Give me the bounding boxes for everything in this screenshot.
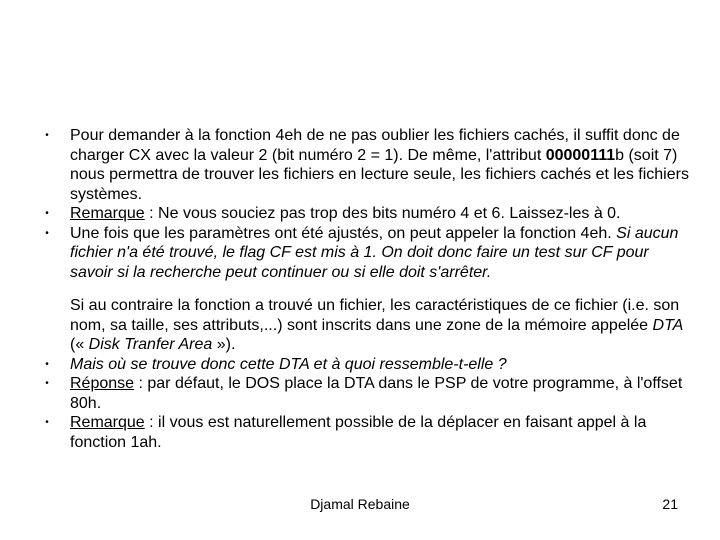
bullet-icon: • <box>45 208 49 219</box>
slide-body <box>40 126 690 452</box>
bullet-icon: • <box>45 227 49 239</box>
item-para-text: Si au contraire la fonction a trouvé un fichier, les caractéristiques de ce fichier (i.e. son nom, sa taille, ses attributs,...) sont inscrits dans une zone de la mémoire appelée <box>70 297 680 334</box>
list-item <box>40 224 690 355</box>
list-item <box>40 374 690 413</box>
item-italic-text: Si aucun fichier n'a été trouvé, le flag CF est mis à 1. On doit donc faire un test sur CF pour savoir si la recherche peut continuer ou si elle doit s'arrêter. <box>70 224 679 281</box>
item-text: Une fois que les paramètres ont été ajustés, on peut appeler la fonction 4eh. <box>70 224 612 242</box>
item-text: Pour demander à la fonction 4eh de ne pas oublier les fichiers cachés, il suffit donc de charger CX avec la valeur 2 (bit numéro 2 = 1). De même, l'attribut <box>70 127 680 164</box>
paragraph-gap <box>70 282 690 296</box>
bullet-icon: • <box>45 358 49 370</box>
footer-author: Djamal Rebaine <box>310 496 410 512</box>
page-number: 21 <box>662 496 678 512</box>
item-bold-value: 00000111 <box>545 146 616 164</box>
item-text: : Ne vous souciez pas trop des bits numéro 4 et 6. Laissez-les à 0. <box>144 205 621 222</box>
bullet-icon: • <box>45 130 49 141</box>
dta-term: DTA <box>652 316 684 334</box>
item-label: Remarque <box>70 414 145 431</box>
list-item <box>40 413 690 452</box>
item-text: : il vous est naturellement possible de la déplacer en faisant appel à la fonction 1ah. <box>70 414 647 451</box>
list-item <box>40 126 690 204</box>
item-label: Réponse <box>70 375 135 392</box>
list-item <box>40 355 690 375</box>
bullet-icon: • <box>45 378 49 389</box>
item-question: Mais où se trouve donc cette DTA et à quoi ressemble-t-elle ? <box>70 355 507 373</box>
item-text: : par défaut, le DOS place la DTA dans le PSP de votre programme, à l'offset 80h. <box>70 375 683 412</box>
dta-expansion: Disk Tranfer Area <box>88 336 213 353</box>
item-text-after: b (soit 7) nous permettra de trouver les fichiers en lecture seule, les fichiers cachés et les fichiers systèmes. <box>70 146 689 203</box>
list-item <box>40 204 690 224</box>
item-para-end: »). <box>212 336 236 353</box>
bullet-icon: • <box>45 417 49 428</box>
item-para-mid: (« <box>70 336 89 353</box>
item-label: Remarque <box>70 205 145 222</box>
